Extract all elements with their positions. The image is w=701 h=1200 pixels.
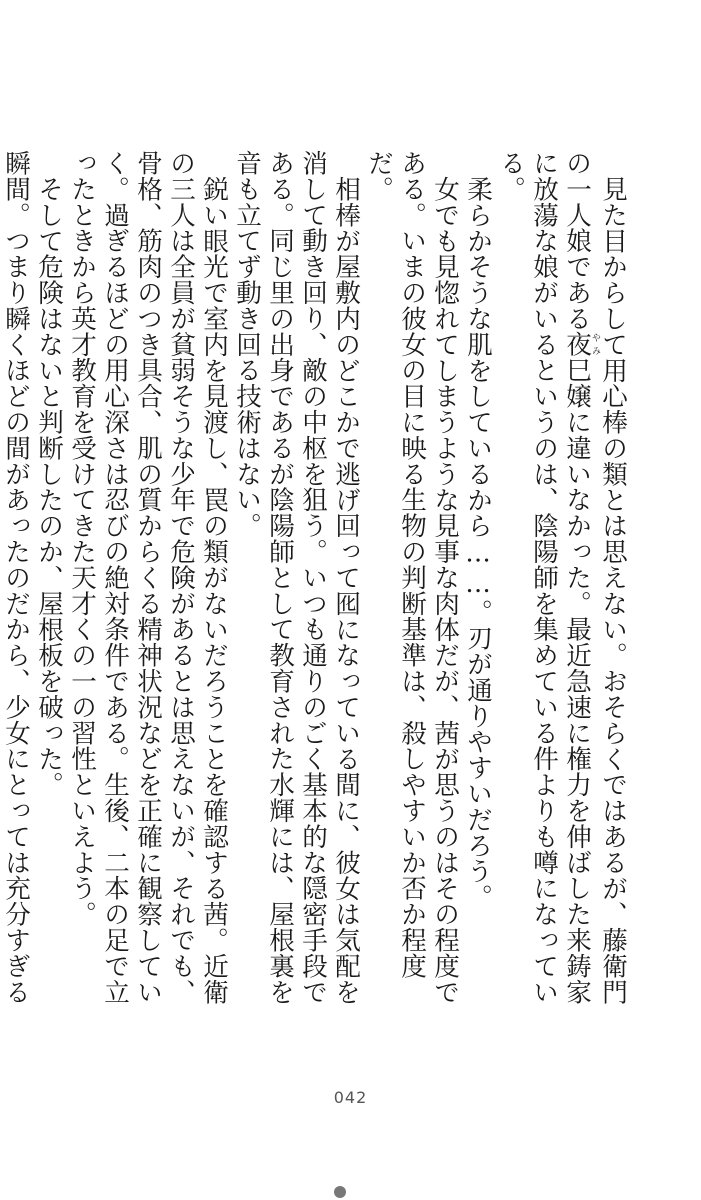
text-run: 見た目からして用心棒の類とは思えない。おそらくではあるが、藤衛門の一人娘である: [562, 150, 628, 1005]
page-marker-dot: [334, 1186, 346, 1198]
paragraph: [230, 150, 362, 1010]
text-run: 相棒が屋敷内のどこかで逃げ回って囮になっている間に、彼女は気配を消して動き回り、敵の中枢を狙う。いつも通りのごく基本的な隠密手段である。同じ里の出身であるが陰陽師として教育された水輝には、屋根裏を音も立てず動き回る技術はない。: [232, 150, 361, 1005]
paragraph: [65, 150, 230, 1010]
paragraph: [0, 150, 32, 1010]
text-run: そして危険はないと判断したのか、屋根板を破った。: [34, 175, 64, 798]
ruby-annotated-text: 夜やみ: [562, 331, 600, 358]
paragraph: [461, 150, 494, 1010]
furigana: やみ: [590, 331, 600, 358]
text-run: 瞬間。つまり瞬くほどの間があったのだから、少女にとっては充分すぎる: [1, 150, 31, 1005]
text-run: 巳嬢に違いなかった。最近急速に権力を伸ばした来鋳家に放蕩な娘がいるというのは、陰陽師を集めている件よりも噂になっている。: [496, 150, 592, 1005]
text-run: 柔らかそうな肌をしているから……。刃が通りやすいだろう。: [463, 175, 493, 910]
paragraph: [32, 150, 65, 1010]
vertical-text-body: [1, 150, 629, 1010]
paragraph: [362, 150, 461, 1010]
text-run: 鋭い眼光で室内を見渡し、罠の類がないだろうことを確認する茜。近衛の三人は全員が貧弱そうな少年で危険があるとは思えないが、それでも、骨格、筋肉のつき具合、肌の質からくる精神状況などを正確に観察していく。過ぎるほどの用心深さは忍びの絶対条件である。生後、二本の足で立ったときから英才教育を受けてきた天才くの一の習性といえよう。: [67, 150, 229, 1005]
text-run: 女でも見惚れてしまうような見事な肉体だが、茜が思うのはその程度である。いまの彼女の目に映る生物の判断基準は、殺しやすいか否か程度だ。: [364, 150, 460, 1005]
paragraph: [494, 150, 629, 1010]
page-number: 042: [333, 1088, 368, 1107]
